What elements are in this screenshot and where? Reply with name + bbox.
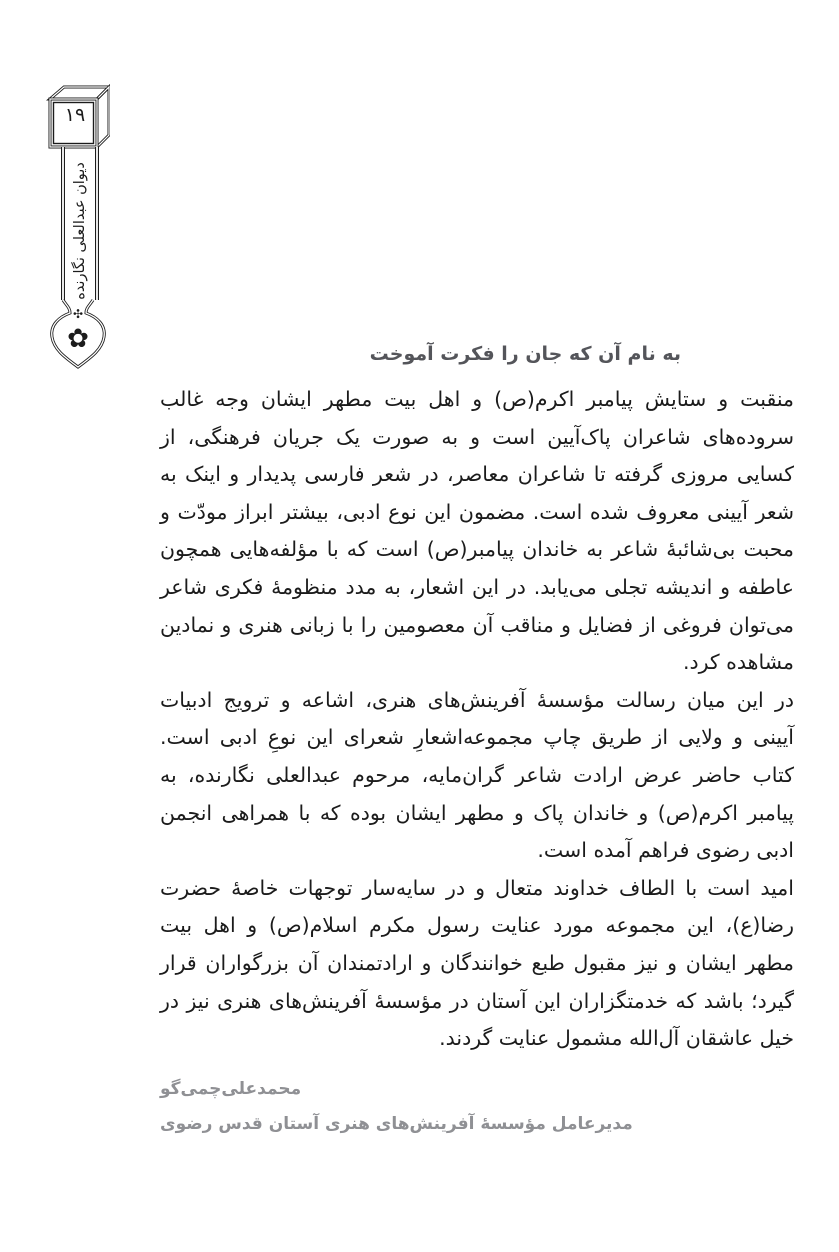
preface-heading: به نام آن که جان را فکرت آموخت <box>369 343 681 365</box>
paragraph-2: در این میان رسالت مؤسسهٔ آفرینش‌های هنری، اشاعه و ترویج ادبیات آیینی و ولایی از طریق چاپ مجموعه‌اشعارِ شعرای این نوعِ ادبی است. کتاب حاضر عرض ارادت شاعر گران‌مایه، مرحوم عبدالعلی نگارنده، به پیامبر اکرم(ص) و خاندان پاک و مطهر ایشان بوده که با همراهی انجمن ادبی رضوی فراهم آمده است. <box>160 687 794 863</box>
arabesque-ornament-icon: ✿ <box>67 324 89 354</box>
preface-content <box>160 341 794 1144</box>
spine-book-title: دیوان عبدالعلی نگارنده <box>72 162 88 300</box>
page-number: ۱۹ <box>64 104 86 126</box>
signature-block <box>160 1074 794 1144</box>
preface-body <box>160 381 794 1058</box>
paragraph-1: منقبت و ستایش پیامبر اکرم(ص) و اهل بیت مطهر ایشان وجه غالب سروده‌های شاعران پاک‌آیین است و به صورت یک جریان فرهنگی، از کسایی مروزی گرفته تا شاعران معاصر، در شعر فارسی پدیدار و اینک به شعر آیینی معروف شده است. مضمون این نوع ادبی، بیشتر ابراز مودّت و محبت بی‌شائبهٔ شاعر به خاندان پیامبر(ص) است که با مؤلفه‌هایی همچون عاطفه و اندیشه تجلی می‌یابد. در این اشعار، به مدد منظومهٔ فکری شاعر می‌توان فروغی از فضایل و مناقب آن معصومین را با زبانی هنری و نمادین مشاهده کرد. <box>160 387 794 675</box>
signature-name: محمدعلی‌چمی‌گو <box>160 1078 302 1099</box>
finial-star-icon: ✣ <box>72 307 84 321</box>
signature-title: مدیرعامل مؤسسهٔ آفرینش‌های هنری آستان قدس رضوی <box>160 1113 633 1134</box>
paragraph-3: امید است با الطاف خداوند متعال و در سایه‌سار توجهات خاصهٔ حضرت رضا(ع)، این مجموعه مورد عنایت رسول مکرم اسلام(ص) و اهل بیت مطهر ایشان و نیز مقبول طبع خوانندگان و ارادتمندان آن بزرگواران قرار گیرد؛ باشد که خدمتگزاران این آستان در مؤسسهٔ آفرینش‌های هنری نیز در خیل عاشقان آل‌الله مشمول عنایت گردند. <box>160 875 794 1051</box>
